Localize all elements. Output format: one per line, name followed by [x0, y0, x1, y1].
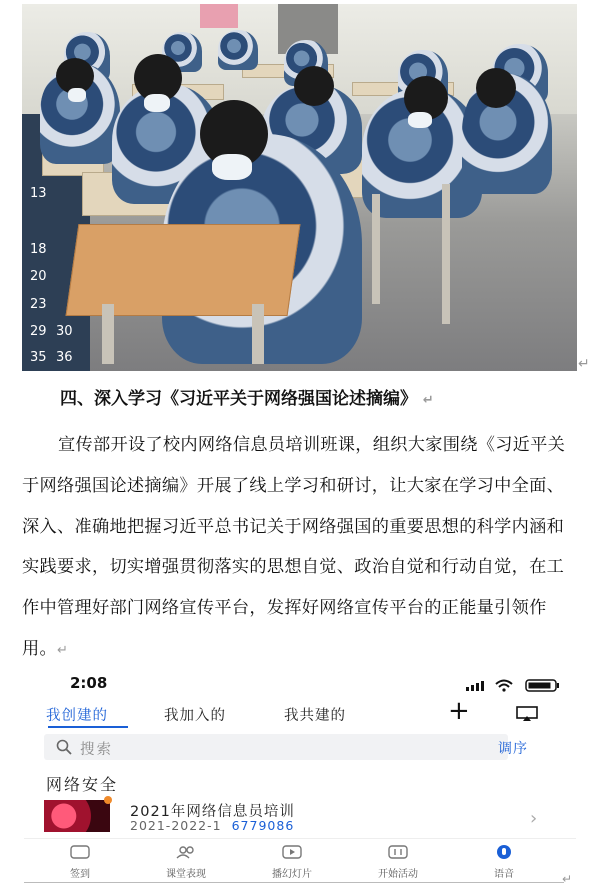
board-number: 29: [30, 324, 47, 339]
tab-joined[interactable]: 我加入的: [164, 708, 226, 724]
start-activity-label: 开始活动: [378, 869, 418, 880]
desk-leg: [372, 194, 380, 304]
wall-banner: [200, 4, 238, 28]
voice-label: 语音: [494, 869, 514, 880]
desk-leg: [252, 304, 264, 364]
badge-dot: [104, 796, 112, 804]
board-number: 13: [30, 186, 47, 201]
paragraph-mark: ↵: [422, 393, 434, 408]
classroom-photo: [22, 4, 577, 371]
desk-leg: [442, 184, 450, 324]
start-activity-button[interactable]: [358, 845, 438, 880]
student-head: [294, 66, 334, 106]
microphone-icon: [493, 845, 515, 859]
board-number: 18: [30, 242, 47, 257]
body-text: 宣传部开设了校内网络信息员培训班课，组织大家围绕《习近平关于网络强国论述摘编》开展了线上学习和研讨，让大家在学习中全面、深入、准确地把握习近平总书记关于网络强国的重要思想的科学内涵和实践要求，切实增强贯彻落实的思想自觉、政治自觉和行动自觉，在工作中管理好部门网络宣传平台，发挥好网络宣传平台的正能量引领作用。: [22, 435, 566, 659]
face-mask: [408, 112, 432, 128]
app-screenshot: [24, 666, 576, 882]
class-performance-label: 课堂表现: [166, 869, 206, 880]
slideshow-button[interactable]: [252, 845, 332, 880]
face-mask: [144, 94, 170, 112]
users-icon: [175, 845, 197, 859]
status-time: 2:08: [70, 674, 108, 692]
plus-icon[interactable]: +: [448, 696, 470, 726]
desk-leg: [102, 304, 114, 364]
board-number: 30: [56, 324, 73, 339]
cast-icon[interactable]: [516, 706, 538, 722]
activity-icon: [387, 845, 409, 859]
face-mask: [68, 88, 86, 102]
bottom-toolbar: [24, 838, 576, 882]
sort-button[interactable]: 调序: [498, 741, 528, 757]
course-meta: [130, 818, 294, 833]
course-thumbnail[interactable]: [44, 800, 110, 832]
divider: [24, 882, 564, 883]
play-icon: [281, 845, 303, 859]
face-mask: [212, 154, 252, 180]
checkin-label: 签到: [70, 869, 90, 880]
student: [218, 30, 258, 70]
tab-created[interactable]: 我创建的: [46, 708, 108, 724]
board-number: 36: [56, 350, 73, 365]
student-head: [476, 68, 516, 108]
desk: [66, 224, 301, 316]
board-number: 35: [30, 350, 47, 365]
status-icons: [466, 678, 576, 692]
search-bar[interactable]: [44, 734, 508, 760]
voice-button[interactable]: [464, 845, 544, 880]
chevron-right-icon[interactable]: ›: [530, 808, 538, 829]
checkin-button[interactable]: [40, 845, 120, 880]
search-icon: [56, 739, 72, 755]
body-paragraph: [22, 425, 578, 672]
paragraph-mark: ↵: [578, 356, 590, 372]
board-number: 20: [30, 269, 47, 284]
class-performance-button[interactable]: [146, 845, 226, 880]
section-title: 网络安全: [46, 775, 119, 794]
board-number: 23: [30, 297, 47, 312]
section-heading: 四、深入学习《习近平关于网络强国论述摘编》 ↵: [60, 389, 434, 409]
course-title[interactable]: 2021年网络信息员培训: [130, 804, 295, 820]
active-tab-indicator: [48, 726, 128, 728]
tab-co-built[interactable]: 我共建的: [284, 708, 346, 724]
checkin-icon: [69, 845, 91, 859]
paragraph-mark: ↵: [562, 872, 573, 886]
course-code: 6779086: [231, 818, 295, 833]
paragraph-mark: ↵: [56, 642, 69, 658]
search-placeholder: 搜索: [80, 742, 113, 758]
course-term: 2021-2022-1: [130, 818, 222, 833]
slideshow-label: 播幻灯片: [272, 869, 312, 880]
